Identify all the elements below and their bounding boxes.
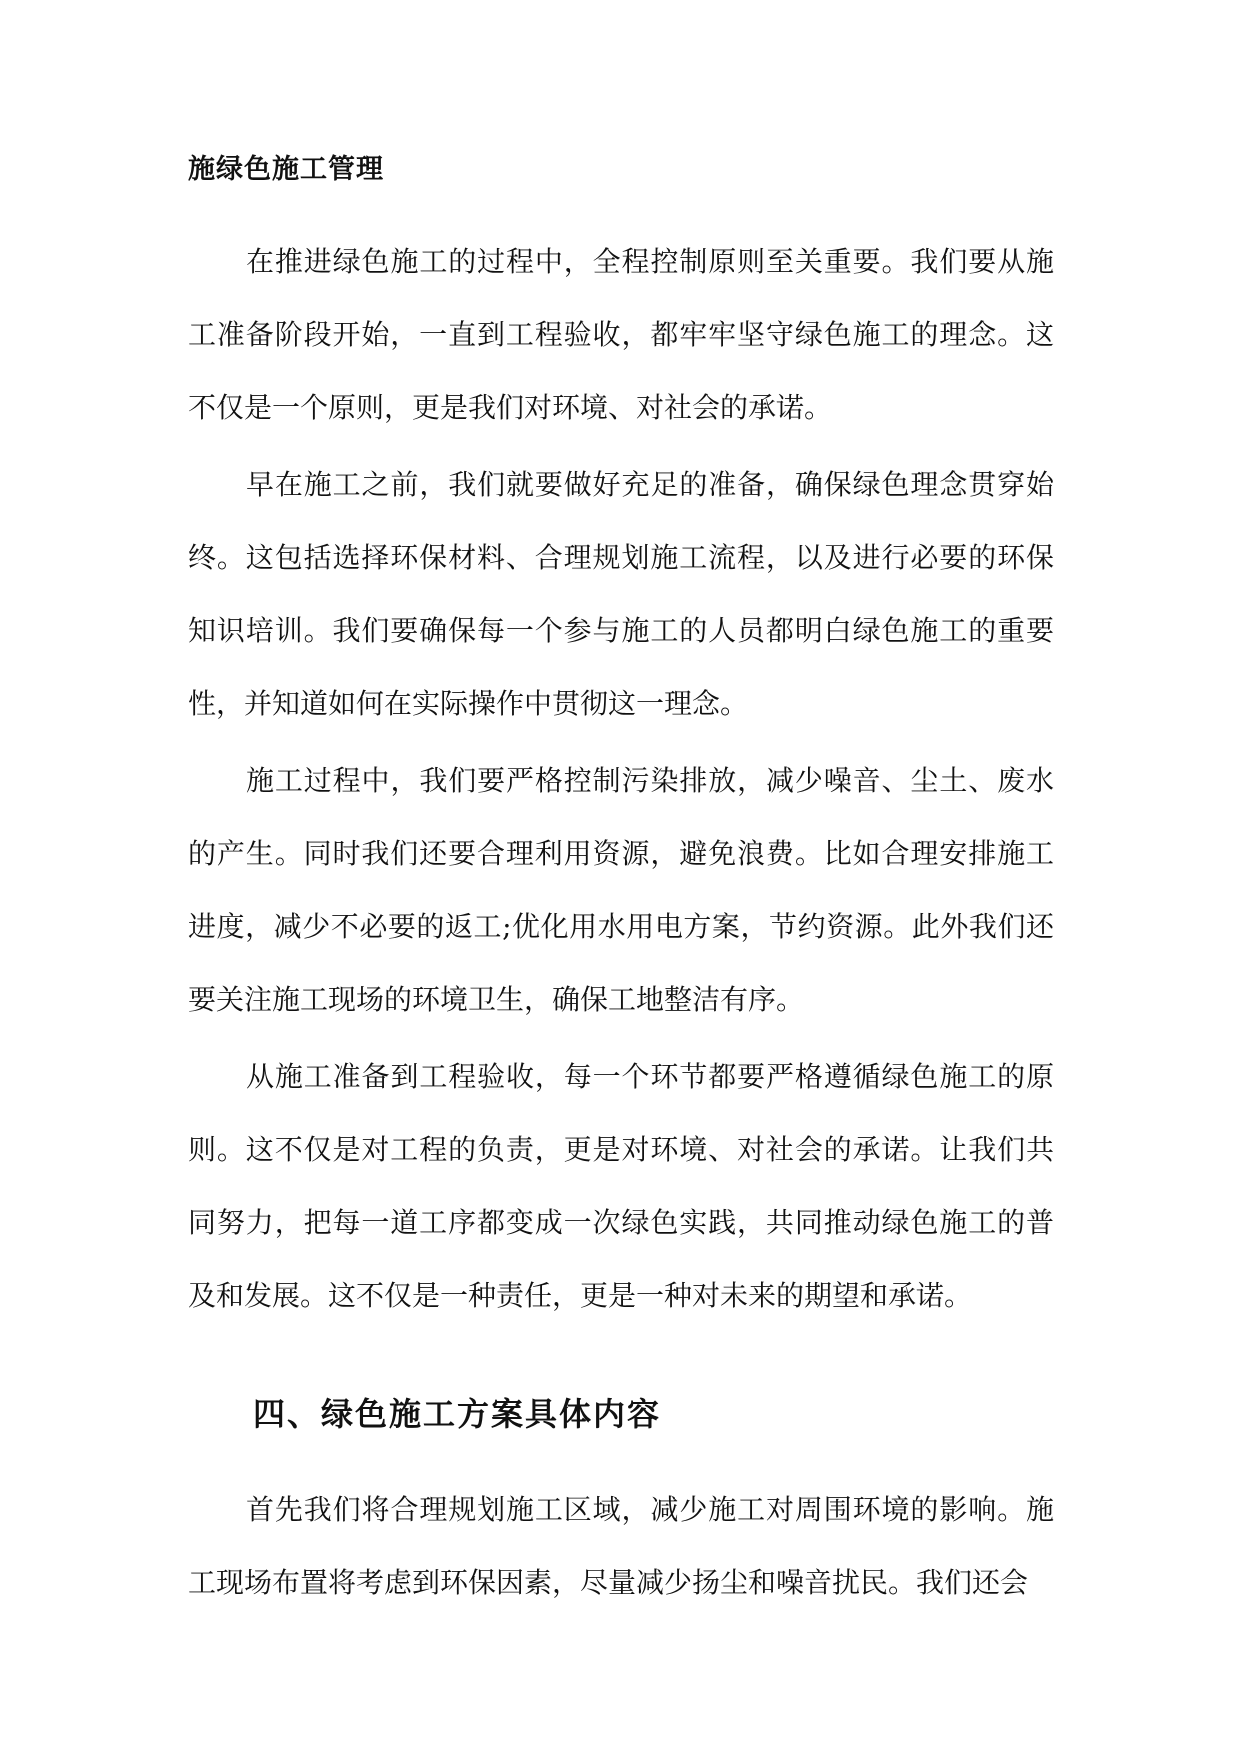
section-title: 施绿色施工管理 xyxy=(188,154,384,185)
paragraph: 在推进绿色施工的过程中，全程控制原则至关重要。我们要从施工准备阶段开始，一直到工程验收，都牢牢坚守绿色施工的理念。这不仅是一个原则，更是我们对环境、对社会的承诺。 xyxy=(188,245,1054,424)
paragraph: 从施工准备到工程验收，每一个环节都要严格遵循绿色施工的原则。这不仅是对工程的负责，更是对环境、对社会的承诺。让我们共同努力，把每一道工序都变成一次绿色实践，共同推动绿色施工的普及和发展。这不仅是一种责任，更是一种对未来的期望和承诺。 xyxy=(188,1060,1054,1312)
paragraph: 首先我们将合理规划施工区域，减少施工对周围环境的影响。施工现场布置将考虑到环保因素，尽量减少扬尘和噪音扰民。我们还会 xyxy=(188,1493,1054,1599)
body-text xyxy=(188,225,1054,1332)
paragraph: 施工过程中，我们要严格控制污染排放，减少噪音、尘土、废水的产生。同时我们还要合理利用资源，避免浪费。比如合理安排施工进度，减少不必要的返工;优化用水用电方案，节约资源。此外我们还要关注施工现场的环境卫生，确保工地整洁有序。 xyxy=(188,764,1054,1016)
chapter-heading: 四、绿色施工方案具体内容 xyxy=(253,1395,662,1433)
paragraph: 早在施工之前，我们就要做好充足的准备，确保绿色理念贯穿始终。这包括选择环保材料、合理规划施工流程，以及进行必要的环保知识培训。我们要确保每一个参与施工的人员都明白绿色施工的重要性，并知道如何在实际操作中贯彻这一理念。 xyxy=(188,468,1054,720)
body-text-continued xyxy=(188,1473,1054,1619)
